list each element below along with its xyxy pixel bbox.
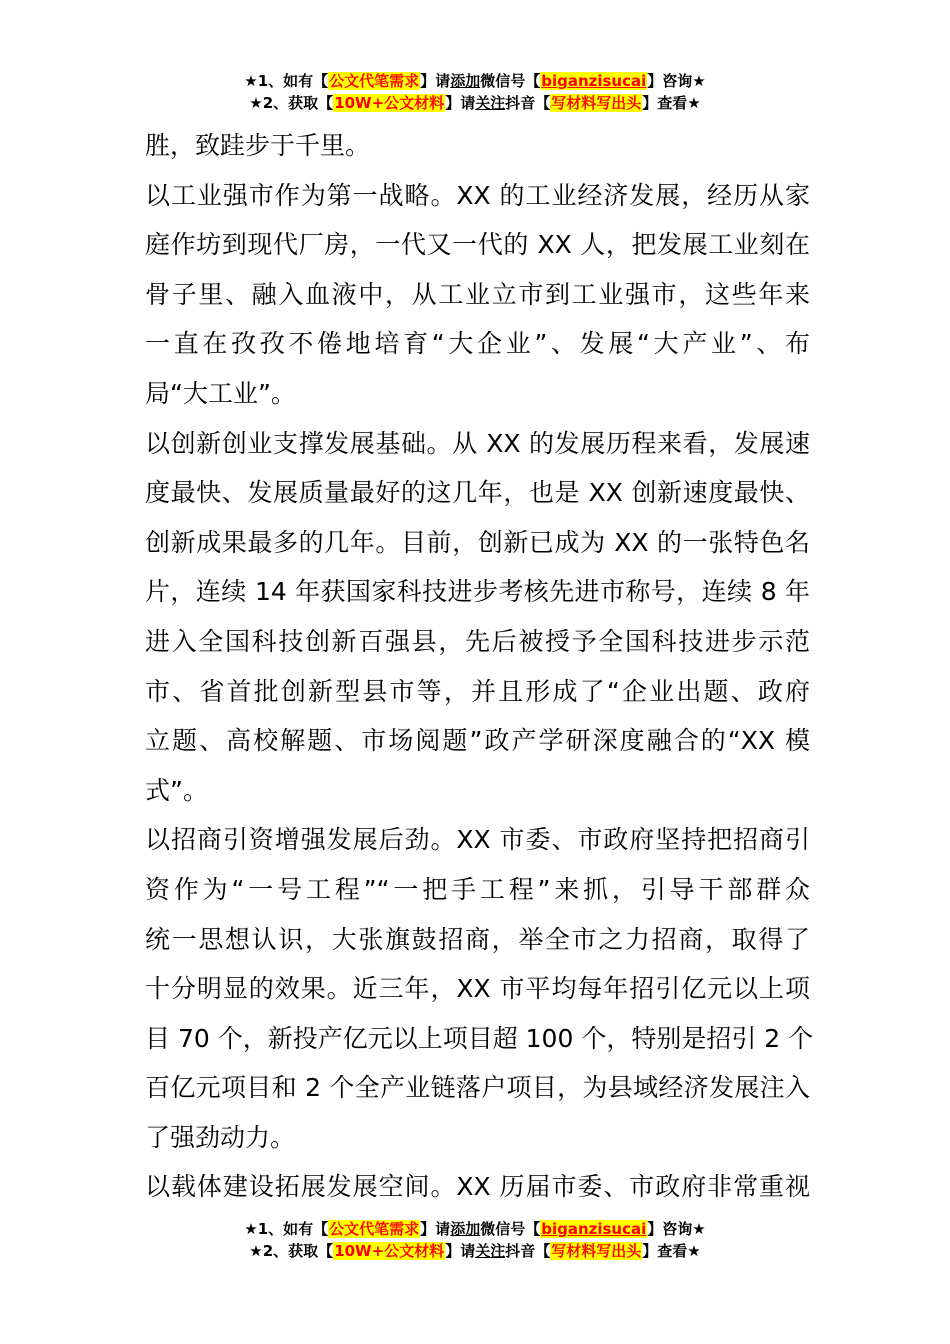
banner-highlight: 公文代笔需求: [329, 72, 420, 90]
body-line: 创新成果最多的几年。目前，创新已成为 XX 的一张特色名: [145, 527, 810, 557]
body-line: 局“大工业”。: [145, 378, 296, 408]
banner-text: 微信号【: [480, 1220, 541, 1238]
header-banner-line-1: [0, 70, 950, 92]
body-line: 进入全国科技创新百强县，先后被授予全国科技进步示范: [145, 626, 810, 656]
banner-text: ★1、如有【: [244, 1220, 329, 1238]
body-line: 目 70 个，新投产亿元以上项目超 100 个，特别是招引 2 个: [145, 1023, 814, 1053]
banner-text: 】查看★: [642, 1242, 701, 1260]
footer-banner-line-2: [0, 1240, 950, 1262]
body-line: 资作为“一号工程”“一把手工程”来抓，引导干部群众: [145, 874, 810, 904]
header-banner-line-2: [0, 92, 950, 114]
body-line: 一直在孜孜不倦地培育“大企业”、发展“大产业”、布: [145, 329, 810, 359]
banner-text: 】查看★: [642, 94, 701, 112]
body-line: 以载体建设拓展发展空间。XX 历届市委、市政府非常重视: [145, 1172, 810, 1202]
banner-underlined: 关注: [475, 94, 506, 112]
body-line: 以创新创业支撑发展基础。从 XX 的发展历程来看，发展速: [145, 428, 810, 458]
body-line: 以招商引资增强发展后劲。XX 市委、市政府坚持把招商引: [145, 825, 810, 855]
banner-text: ★2、获取【: [249, 1242, 334, 1260]
banner-text: 】咨询★: [647, 72, 706, 90]
banner-underlined: 添加: [450, 72, 481, 90]
banner-underlined: 关注: [475, 1242, 506, 1260]
body-line: 统一思想认识，大张旗鼓招商，举全市之力招商，取得了: [145, 924, 810, 954]
banner-text: ★1、如有【: [244, 72, 329, 90]
banner-highlight: 10W+公文材料: [334, 94, 445, 112]
banner-text: 】请: [445, 94, 476, 112]
banner-text: ★2、获取【: [249, 94, 334, 112]
banner-highlight: 10W+公文材料: [334, 1242, 445, 1260]
douyin-account: 写材料写出头: [551, 94, 642, 112]
body-line: 骨子里、融入血液中，从工业立市到工业强市，这些年来: [145, 279, 810, 309]
footer-banner-line-1: [0, 1218, 950, 1240]
body-line: 市、省首批创新型县市等，并且形成了“企业出题、政府: [145, 676, 810, 706]
wechat-id: biganzisucai: [541, 1220, 647, 1238]
body-line: 胜，致跬步于千里。: [145, 131, 371, 160]
banner-text: 】请: [445, 1242, 476, 1260]
body-line: 度最快、发展质量最好的这几年，也是 XX 创新速度最快、: [145, 478, 810, 508]
banner-text: 微信号【: [480, 72, 541, 90]
body-line: 立题、高校解题、市场阅题”政产学研深度融合的“XX 模: [145, 726, 810, 756]
body-line: 十分明显的效果。近三年，XX 市平均每年招引亿元以上项: [145, 974, 810, 1004]
banner-text: 抖音【: [505, 1242, 551, 1260]
document-body: [145, 121, 814, 1212]
banner-text: 】咨询★: [647, 1220, 706, 1238]
banner-text: 】请: [420, 72, 451, 90]
header-banner: [0, 70, 950, 114]
body-line: 式”。: [145, 775, 208, 805]
body-line: 以工业强市作为第一战略。XX 的工业经济发展，经历从家: [145, 180, 810, 210]
banner-text: 抖音【: [505, 94, 551, 112]
banner-text: 】请: [420, 1220, 451, 1238]
douyin-account: 写材料写出头: [551, 1242, 642, 1260]
banner-underlined: 添加: [450, 1220, 481, 1238]
footer-banner: [0, 1218, 950, 1262]
wechat-id: biganzisucai: [541, 72, 647, 90]
body-line: 百亿元项目和 2 个全产业链落户项目，为县域经济发展注入: [145, 1073, 810, 1103]
banner-highlight: 公文代笔需求: [329, 1220, 420, 1238]
body-line: 片，连续 14 年获国家科技进步考核先进市称号，连续 8 年: [145, 577, 810, 607]
body-line: 庭作坊到现代厂房，一代又一代的 XX 人，把发展工业刻在: [145, 230, 810, 260]
body-line: 了强劲动力。: [145, 1122, 296, 1152]
